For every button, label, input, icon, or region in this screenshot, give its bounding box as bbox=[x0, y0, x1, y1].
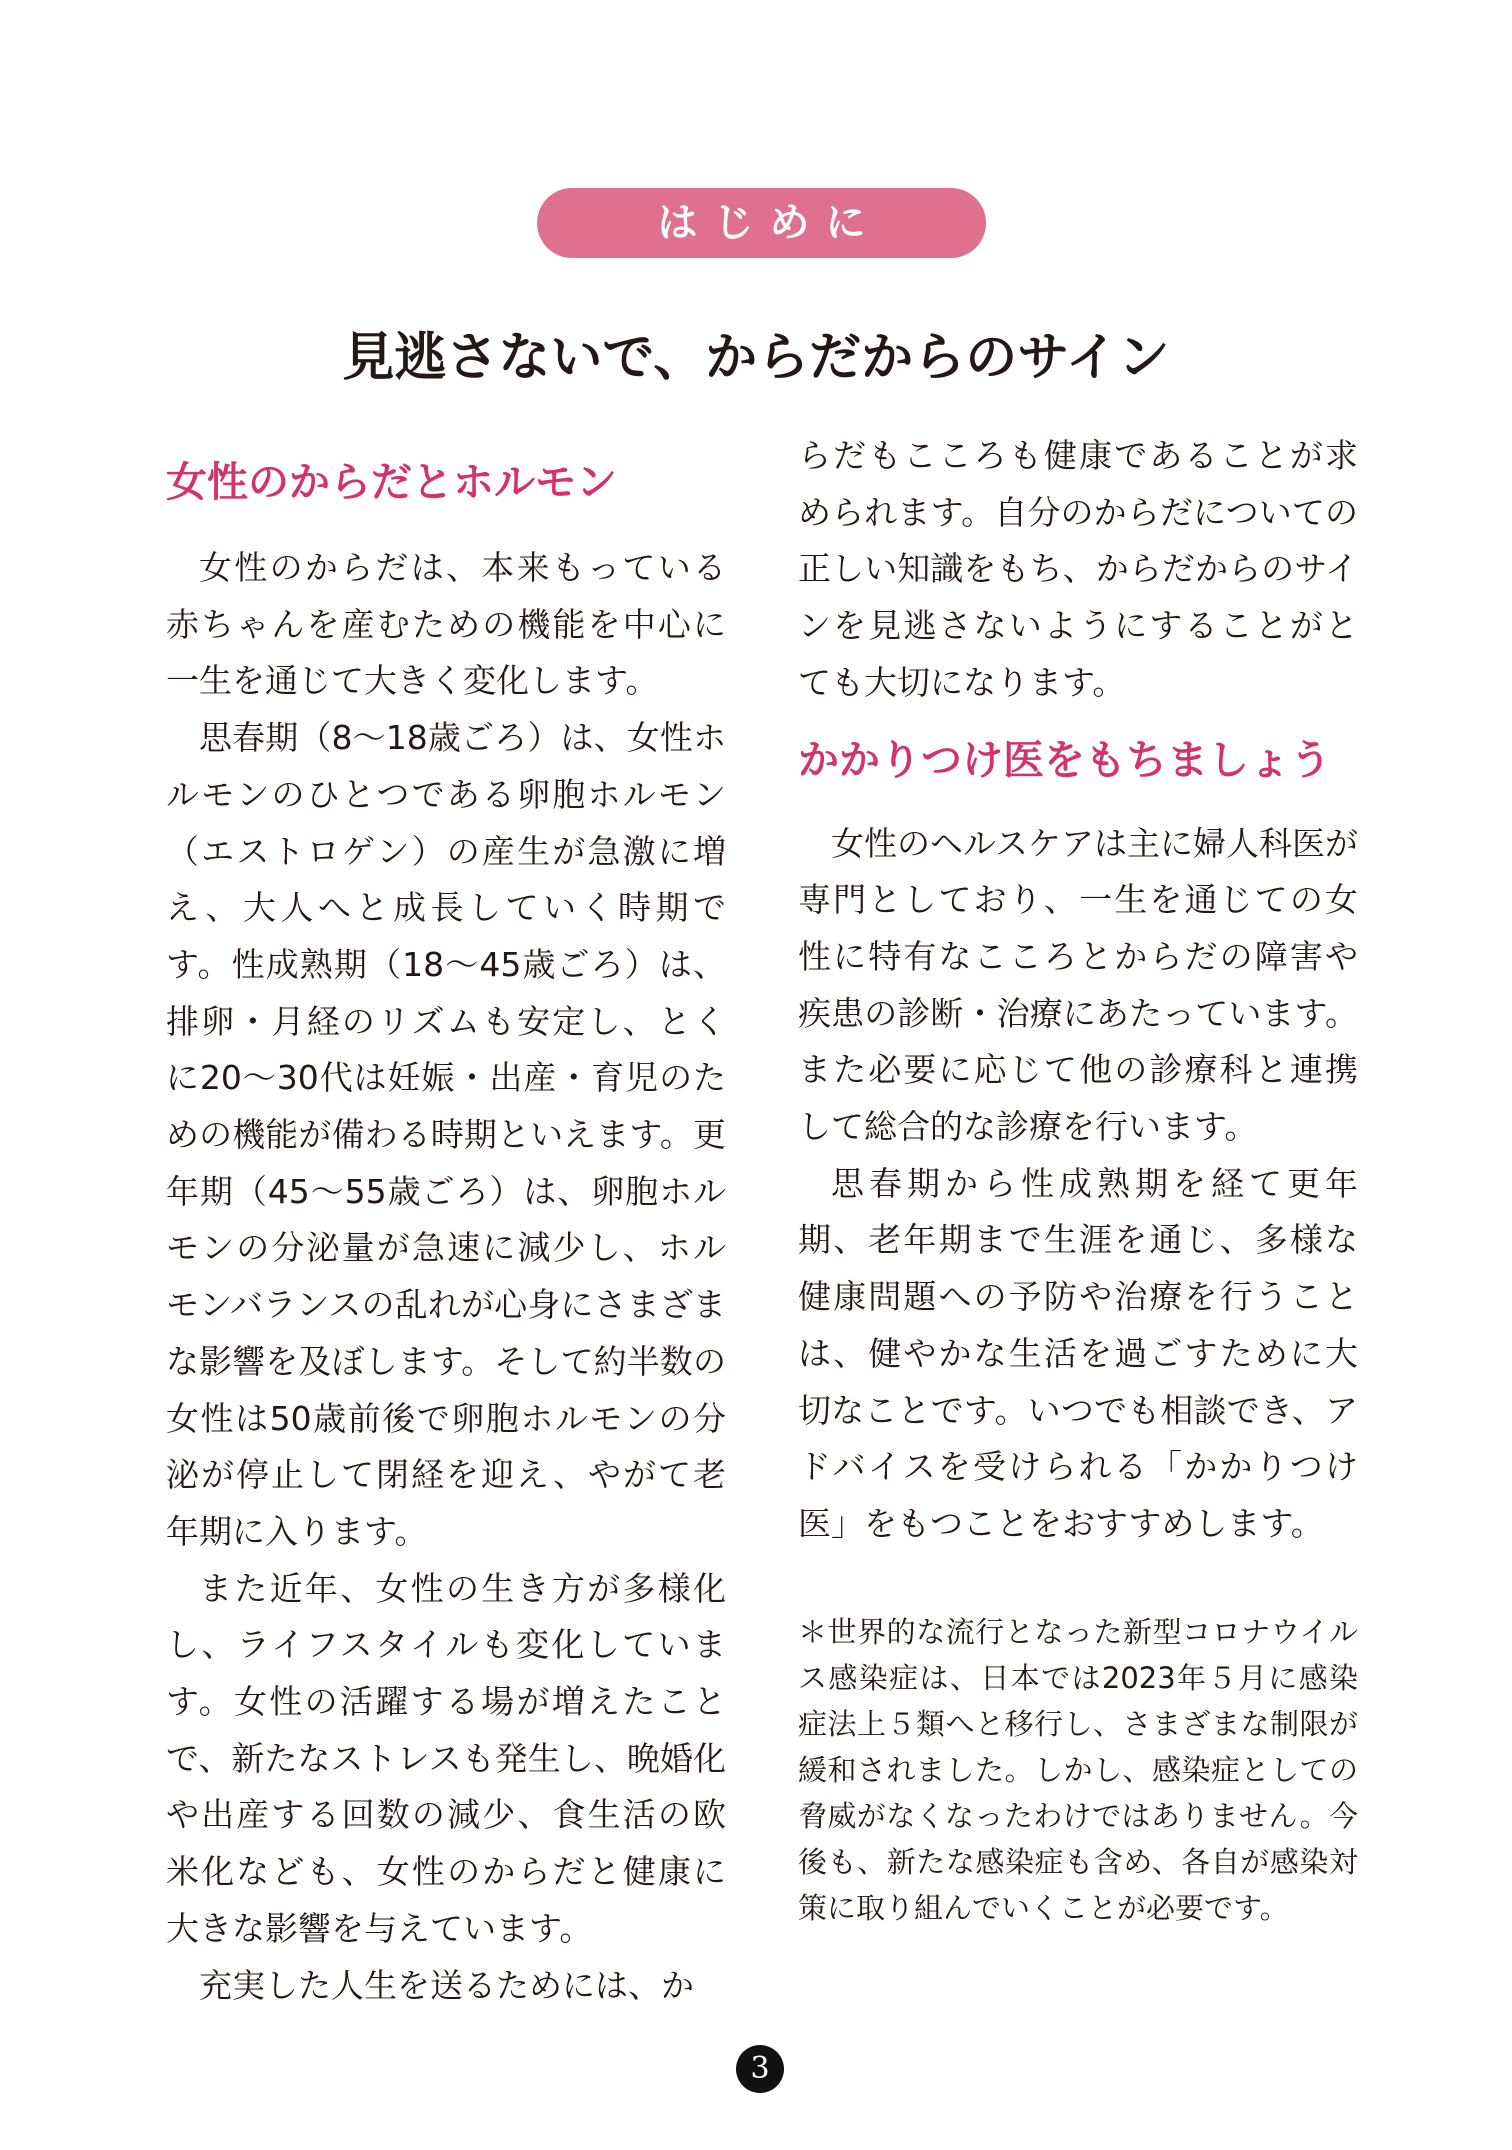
paragraph: 女性のヘルスケアは主に婦人科医が専門としており、一生を通じての女性に特有なこころとからだの障害や疾患の診断・治療にあたっています。また必要に応じて他の診療科と連携して総合的な診療を行います。 bbox=[798, 823, 1359, 1147]
paragraph: 充実した人生を送るためには、か bbox=[199, 1965, 694, 2005]
section-heading-family-doctor: かかりつけ医をもちましょう bbox=[798, 735, 1331, 784]
paragraph-continuation: らだもこころも健康であることが求められます。自分のからだについての正しい知識をもち、からだからのサインを見逃さないようにすることがとても大切になります。 bbox=[798, 436, 1358, 702]
section-label-badge: はじめに bbox=[537, 188, 986, 258]
right-column bbox=[798, 428, 1358, 1931]
section-heading-hormones: 女性のからだとホルモン bbox=[166, 458, 617, 506]
page-number-badge: 3 bbox=[736, 2045, 784, 2093]
covid-note: ＊世界的な流行となった新型コロナウイルス感染症は、日本では2023年５月に感染症法上５類へと移行し、さまざまな制限が緩和されました。しかし、感染症としての脅威がなくなったわけではありません。今後も、新たな感染症も含め、各自が感染対策に取り組んでいくことが必要です。 bbox=[798, 1614, 1358, 1925]
paragraph: 思春期から性成熟期を経て更年期、老年期まで生涯を通じ、多様な健康問題への予防や治療を行うことは、健やかな生活を過ごすために大切なことです。いつでも相談でき、アドバイスを受けられる「かかりつけ医」をもつことをおすすめします。 bbox=[798, 1163, 1358, 1543]
left-column bbox=[166, 428, 726, 2014]
paragraph: また近年、女性の生き方が多様化し、ライフスタイルも変化しています。女性の活躍する場が増えたことで、新たなストレスも発生し、晩婚化や出産する回数の減少、食生活の欧米化なども、女性のからだと健康に大きな影響を与えています。 bbox=[166, 1568, 726, 1948]
paragraph: 思春期（8〜18歳ごろ）は、女性ホルモンのひとつである卵胞ホルモン（エストロゲン）の産生が急激に増え、大人へと成長していく時期です。性成熟期（18〜45歳ごろ）は、排卵・月経のリズムも安定し、とくに20〜30代は妊娠・出産・育児のための機能が備わる時期といえます。更年期（45〜55歳ごろ）は、卵胞ホルモンの分泌量が急速に減少し、ホルモンバランスの乱れが心身にさまざまな影響を及ぼします。そして約半数の女性は50歳前後で卵胞ホルモンの分泌が停止して閉経を迎え、やがて老年期に入ります。 bbox=[166, 718, 726, 1551]
paragraph: 女性のからだは、本来もっている赤ちゃんを産むための機能を中心に一生を通じて大きく変化します。 bbox=[166, 548, 726, 701]
page-title: 見逃さないで、からだからのサイン bbox=[342, 328, 1170, 388]
